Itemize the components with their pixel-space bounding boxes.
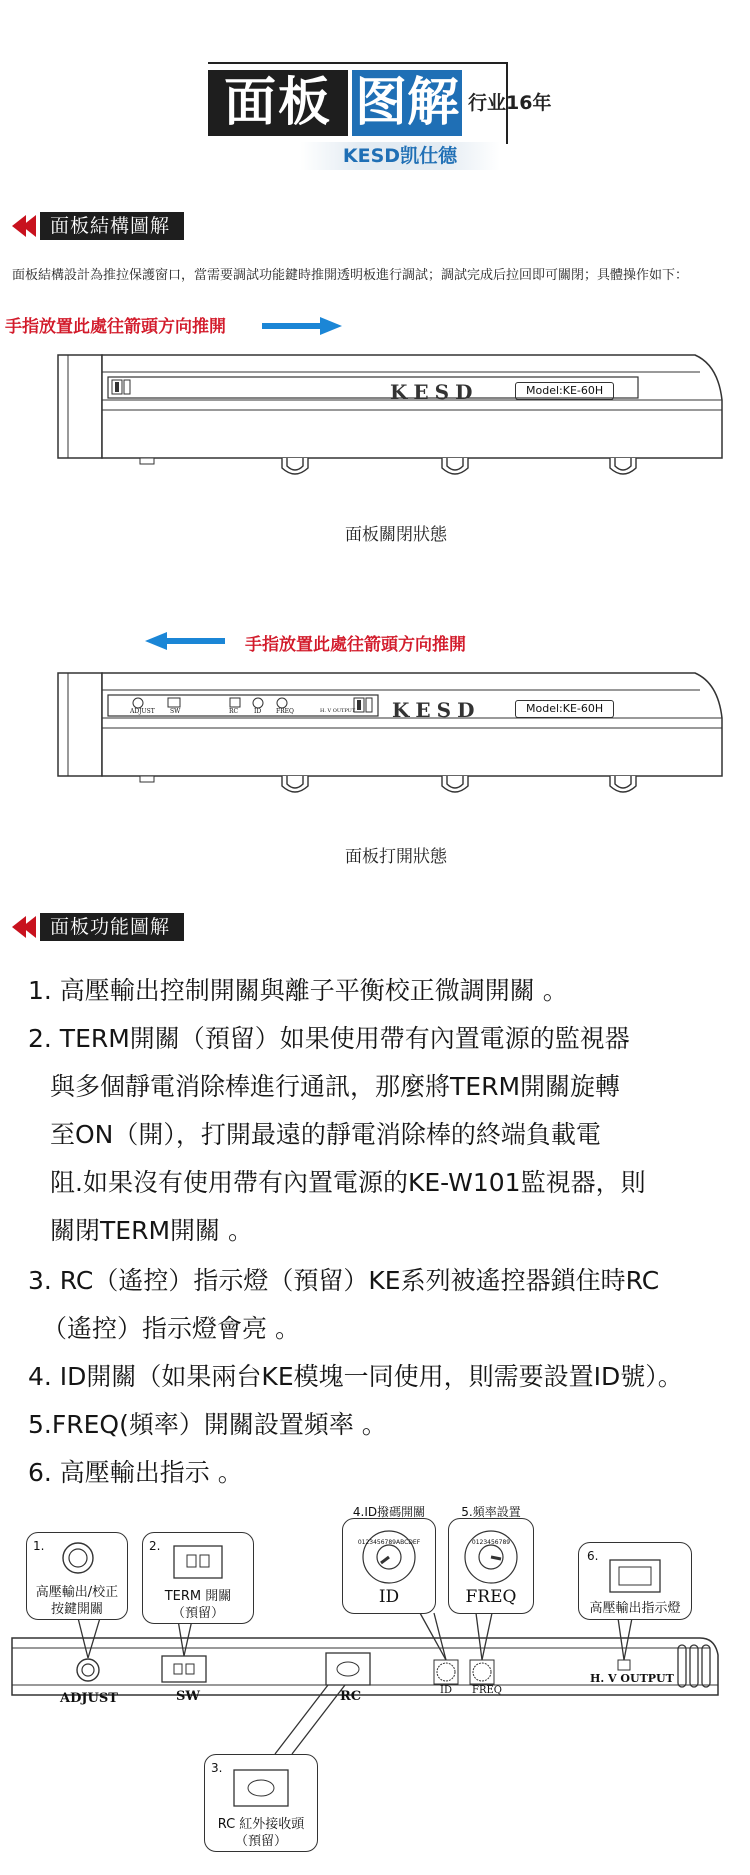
section-header-function [12, 913, 184, 941]
function-item: 阻.如果沒有使用帶有內置電源的KE-W101監視器，則 [50, 1168, 646, 1197]
callout-title: 4.ID撥碼開關 [352, 1505, 426, 1519]
callout-id-switch [342, 1505, 436, 1614]
arrow-left-icon [145, 632, 225, 650]
adjust-knob-icon [61, 1541, 95, 1575]
callout-text: 高壓輸出指示燈 [589, 1601, 681, 1616]
section-intro: 面板結構設計為推拉保護窗口，當需要調試功能鍵時推開透明板進行調試；調試完成后拉回即可關閉；具體操作如下： [12, 268, 689, 283]
function-item: 至ON（開），打開最遠的靜電消除棒的終端負載電 [50, 1120, 601, 1149]
panel-label-adjust: ADJUST [60, 1691, 118, 1706]
callout-label: FREQ [465, 1587, 517, 1607]
indicator-lamp-icon [609, 1559, 661, 1593]
open-label-sw: SW [170, 708, 181, 715]
arrow-right-icon [262, 317, 342, 335]
closed-model: Model:KE-60H [515, 382, 614, 400]
section-header-structure [12, 212, 184, 240]
open-logo: KESD [392, 698, 481, 722]
open-label-freq: FREQ [276, 708, 294, 715]
open-label-adjust: ADJUST [130, 708, 155, 715]
callout-text: RC 紅外接收頭 [217, 1817, 305, 1832]
callout-number: 6. [587, 1549, 599, 1563]
callout-text: TERM 開關 [164, 1589, 232, 1604]
callout-text: （預留） [171, 1606, 224, 1621]
open-hint: 手指放置此處往箭頭方向推開 [245, 635, 466, 655]
panel-label-hv-output: H. V OUTPUT [590, 1672, 674, 1685]
callout-number: 1. [33, 1539, 45, 1553]
function-item: 關閉TERM開關 。 [50, 1216, 253, 1245]
callout-number: 2. [149, 1539, 161, 1553]
closed-hint: 手指放置此處往箭頭方向推開 [5, 317, 226, 337]
function-item: 5.FREQ(頻率）開關設置頻率 。 [28, 1410, 387, 1439]
panel-label-sw: SW [176, 1689, 200, 1704]
callout-title: 5.頻率設置 [461, 1505, 521, 1519]
panel-label-rc: RC [340, 1689, 362, 1704]
closed-logo: KESD [390, 380, 479, 404]
open-label-rc: RC [229, 708, 239, 715]
callout-label: ID [378, 1587, 400, 1607]
open-model: Model:KE-60H [515, 700, 614, 718]
open-caption: 面板打開狀態 [345, 847, 447, 867]
open-label-id: ID [254, 708, 262, 715]
function-item: 1. 高壓輸出控制開關與離子平衡校正微調開關 。 [28, 976, 568, 1005]
header-brand: KESD凯仕德 [300, 142, 500, 170]
callout-rc-receiver [204, 1754, 318, 1852]
function-item: 4. ID開關（如果兩台KE模塊一同使用，則需要設置ID號）。 [28, 1362, 683, 1391]
header-tagline: 行业16年 [468, 92, 552, 114]
function-item: 6. 高壓輸出指示 。 [28, 1458, 243, 1487]
id-dial-icon [361, 1529, 417, 1585]
closed-caption: 面板關閉狀態 [345, 525, 447, 545]
ir-receiver-icon [233, 1769, 289, 1807]
freq-dial-icon [463, 1529, 519, 1585]
function-item: 3. RC（遙控）指示燈（預留）KE系列被遙控器鎖住時RC [28, 1266, 660, 1295]
open-label-hv: H. V OUTPUT [320, 708, 356, 714]
callout-text: 按鍵開關 [50, 1602, 103, 1617]
header-badge-left: 面板 [208, 70, 348, 136]
header-badge-right: 图解 [352, 70, 462, 136]
panel-label-id: ID [440, 1685, 452, 1696]
function-item: 2. TERM開關（預留）如果使用帶有內置電源的監視器 [28, 1024, 630, 1053]
function-item: 與多個靜電消除棒進行通訊，那麼將TERM開關旋轉 [50, 1072, 621, 1101]
callout-freq-switch [448, 1505, 534, 1614]
callout-number: 3. [211, 1761, 223, 1775]
term-switch-icon [173, 1545, 223, 1579]
freq-dial-digits: 0123456789 [471, 1539, 511, 1546]
badge-frame-top [208, 62, 508, 64]
function-item: （遙控）指示燈會亮 。 [42, 1314, 300, 1343]
callout-text: （預留） [234, 1834, 287, 1849]
panel-label-freq: FREQ [472, 1685, 502, 1696]
callout-hv-indicator [578, 1542, 692, 1620]
bar-closed-illustration [0, 340, 750, 480]
callout-term-switch [142, 1532, 254, 1624]
id-dial-digits: 0123456789ABCDEF [357, 1539, 421, 1546]
chevron-left-icon [22, 916, 36, 938]
callout-adjust [26, 1532, 128, 1620]
chevron-left-icon [22, 215, 36, 237]
section-title: 面板功能圖解 [40, 913, 184, 941]
bar-open-illustration [0, 658, 750, 798]
callout-text: 高壓輸出/校正 [35, 1585, 119, 1600]
section-title: 面板結構圖解 [40, 212, 184, 240]
